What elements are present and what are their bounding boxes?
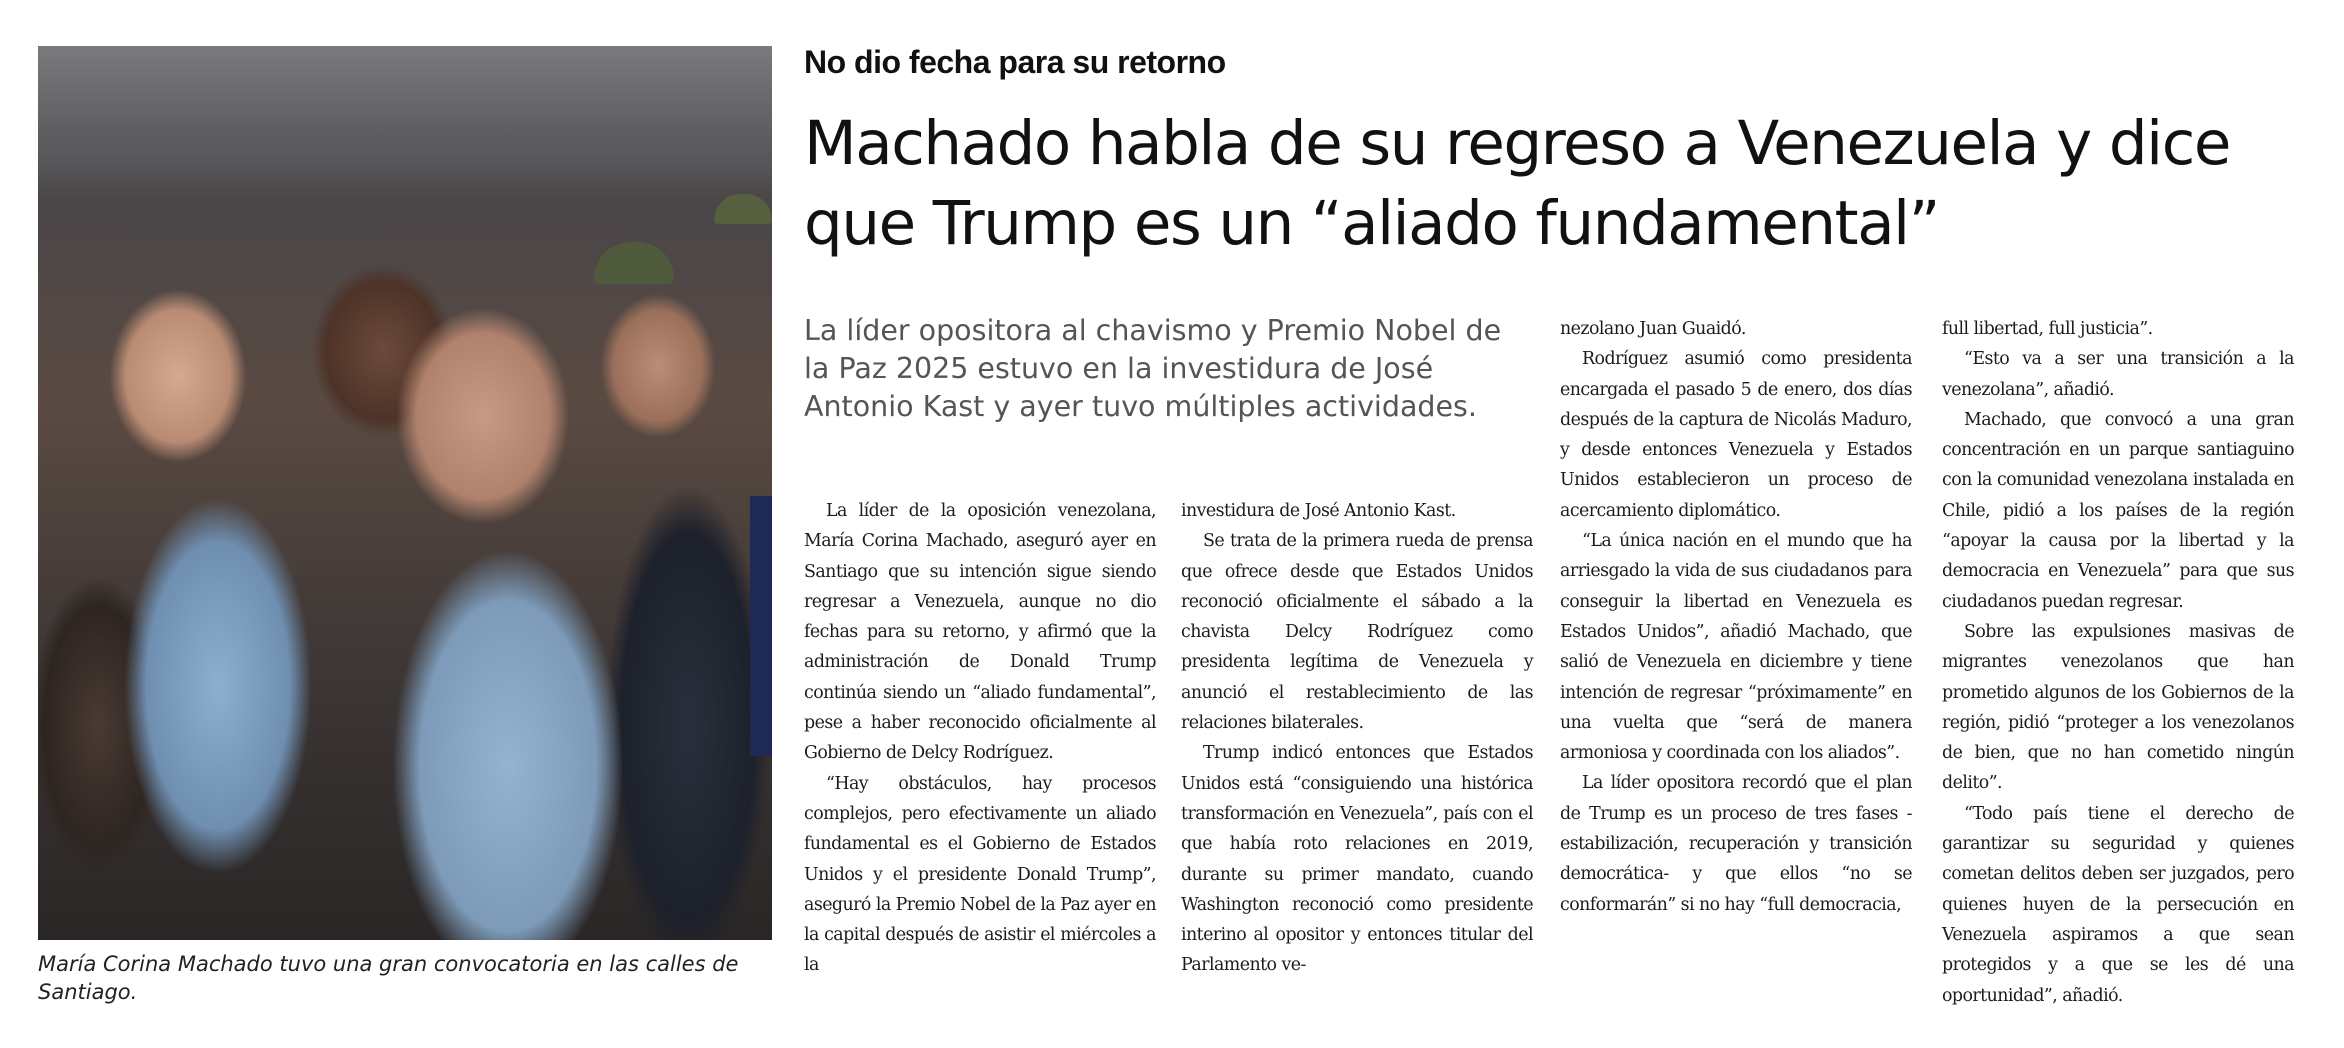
body-paragraph-continued: investidura de José Antonio Kast. bbox=[1181, 501, 1456, 521]
body-paragraph: Trump indicó entonces que Estados Unidos está “consiguiendo una histórica transformación en Venezuela”, país con el que había roto relaciones en 2019, durante su primer mandato, cuando Washington reconoció como presidente interino al opositor y entonces titular del Parlamento ve- bbox=[1181, 743, 1533, 976]
news-photo bbox=[38, 46, 772, 940]
body-paragraph: “La única nación en el mundo que ha arriesgado la vida de sus ciudadanos para conseguir la libertad en Venezuela es Estados Unidos”, añadió Machado, que salió de Venezuela en diciembre y tiene intención de regresar “próximamente” en una vuelta que “será de manera armoniosa y coordinada con los aliados”. bbox=[1560, 531, 1912, 764]
body-paragraph: Sobre las expulsiones masivas de migrantes venezolanos que han prometido algunos de los Gobiernos de la región, pidió “proteger a los venezolanos de bien, que no han cometido ningún delito”. bbox=[1942, 621, 2294, 794]
body-paragraph: Rodríguez asumió como presidenta encargada el pasado 5 de enero, dos días después de la captura de Nicolás Maduro, y desde entonces Venezuela y Estados Unidos establecieron un proceso de acercamiento diplomático. bbox=[1560, 349, 1912, 521]
photo-background-wall bbox=[38, 46, 772, 196]
photo-police-cap bbox=[714, 194, 772, 224]
article-column-2 bbox=[1181, 496, 1533, 981]
body-paragraph-continued: nezolano Juan Guaidó. bbox=[1560, 319, 1746, 339]
body-paragraph: La líder de la oposición venezolana, María Corina Machado, aseguró ayer en Santiago que su intención sigue siendo regresar a Venezuela, aunque no dio fechas para su retorno, y afirmó que la administración de Donald Trump continúa siendo un “aliado fundamental”, pese a haber reconocido oficialmente al Gobierno de Delcy Rodríguez. bbox=[804, 501, 1156, 764]
body-paragraph: “Todo país tiene el derecho de garantizar su seguridad y quienes cometan delitos deben ser juzgados, pero quienes huyen de la persecución en Venezuela aspiramos a que sean protegidos y a que se les dé una oportunidad”, añadió. bbox=[1942, 803, 2294, 1006]
photo-necktie bbox=[750, 496, 772, 756]
article-headline: Machado habla de su regreso a Venezuela y dice que Trump es un “aliado fundamental” bbox=[804, 108, 2230, 259]
article-column-3 bbox=[1560, 314, 1912, 920]
article-deck: La líder opositora al chavismo y Premio Nobel de la Paz 2025 estuvo en la investidura de José Antonio Kast y ayer tuvo múltiples actividades. bbox=[804, 314, 1502, 423]
body-paragraph: Se trata de la primera rueda de prensa que ofrece desde que Estados Unidos reconoció oficialmente el sábado a la chavista Delcy Rodríguez como presidenta legítima de Venezuela y anunció el restablecimiento de las relaciones bilaterales. bbox=[1181, 531, 1533, 734]
body-paragraph: “Esto va a ser una transición a la venezolana”, añadió. bbox=[1942, 349, 2294, 400]
body-paragraph: Machado, que convocó a una gran concentración en un parque santiaguino con la comunidad venezolana instalada en Chile, pidió a los países de la región “apoyar la causa por la libertad y la democracia en Venezuela” para que sus ciudadanos puedan regresar. bbox=[1942, 409, 2294, 612]
photo-police-cap bbox=[594, 242, 674, 284]
article-kicker: No dio fecha para su retorno bbox=[804, 44, 1226, 80]
body-paragraph: La líder opositora recordó que el plan de Trump es un proceso de tres fases -estabilización, recuperación y transición democrática- y que ellos “no se conformarán” si no hay “full democracia, bbox=[1560, 773, 1912, 915]
body-paragraph-continued: full libertad, full justicia”. bbox=[1942, 319, 2153, 339]
article-column-1 bbox=[804, 496, 1156, 981]
body-paragraph: “Hay obstáculos, hay procesos complejos, pero efectivamente un aliado fundamental es el Gobierno de Estados Unidos y el presidente Donald Trump”, aseguró la Premio Nobel de la Paz ayer en la capital después de asistir el miércoles a la bbox=[804, 773, 1156, 976]
article-column-4 bbox=[1942, 314, 2294, 1011]
photo-caption: María Corina Machado tuvo una gran convocatoria en las calles de Santiago. bbox=[38, 952, 739, 1004]
